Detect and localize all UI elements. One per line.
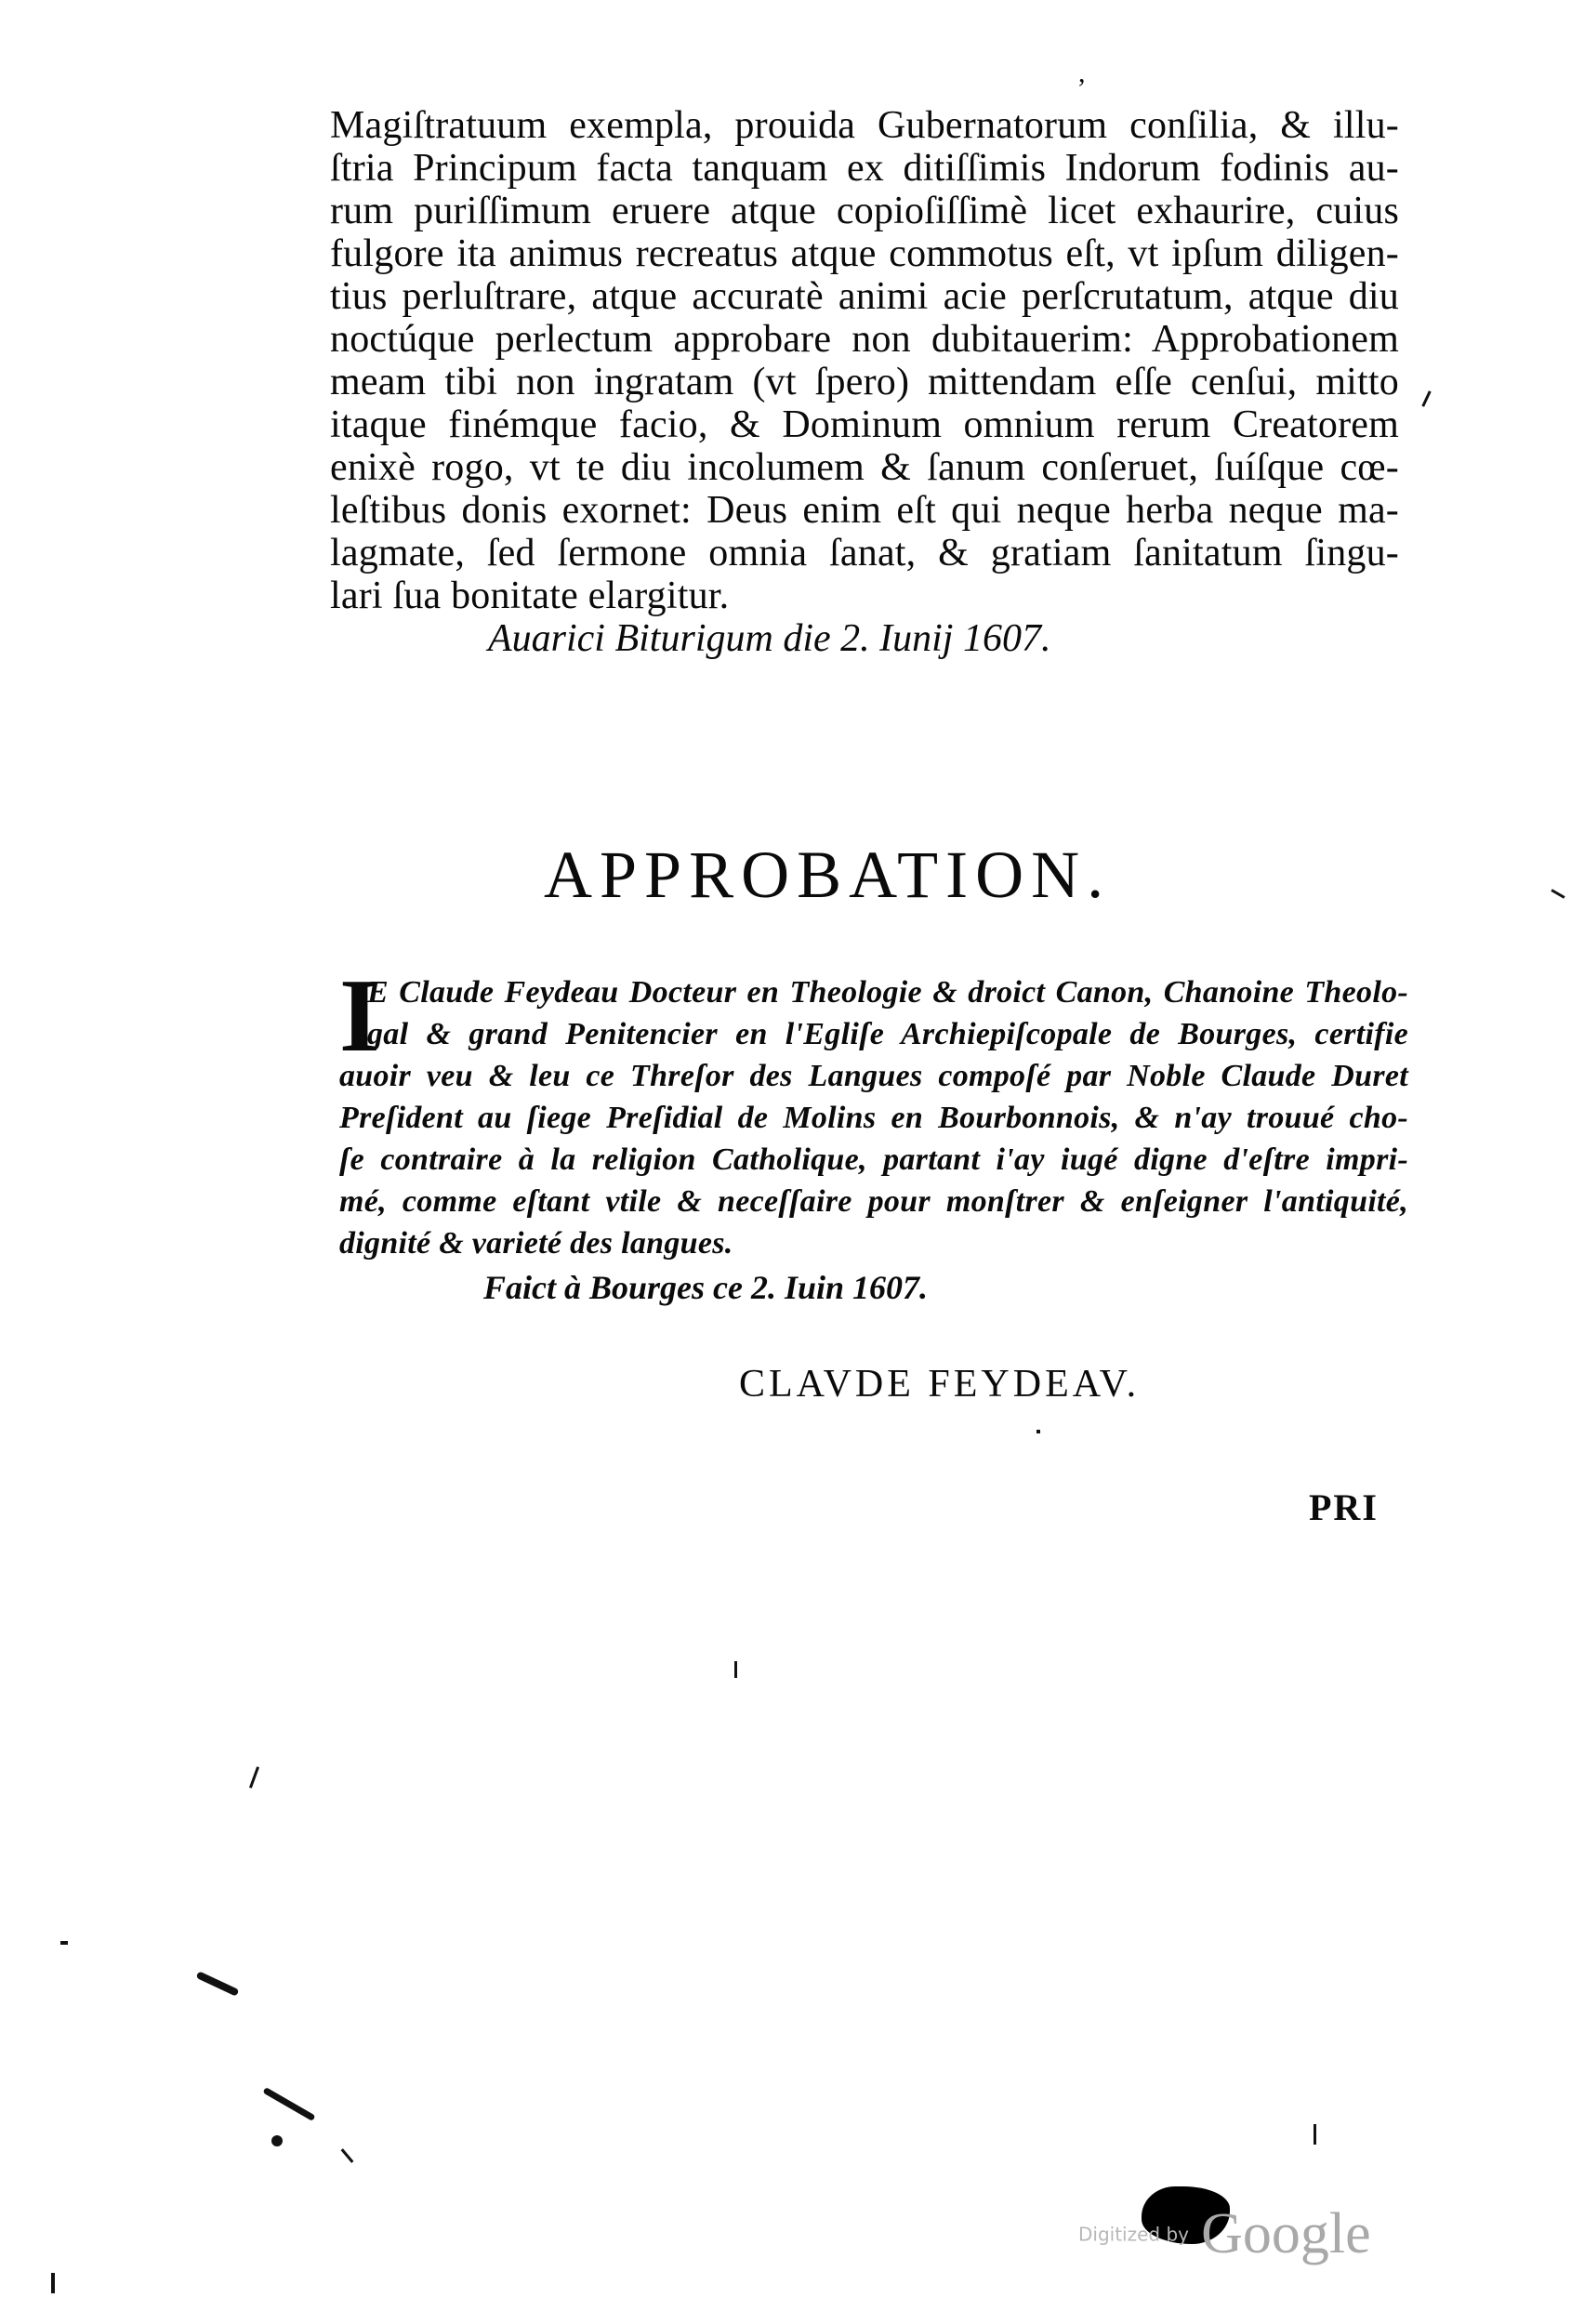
french-approbation-text [339, 958, 1408, 1311]
scan-speck [262, 2087, 315, 2121]
scan-speck [1551, 889, 1564, 899]
text-line: noctúque perlectum approbare non dubitauerim: Approbationem [330, 318, 1399, 361]
scan-speck [341, 2148, 354, 2163]
google-logo: Google [1201, 2202, 1371, 2265]
signature: CLAVDE FEYDEAV. [739, 1363, 1141, 1406]
text-line: Magiſtratuum exempla, prouida Gubernatorum conſilia, & illu- [330, 104, 1399, 147]
scan-speck [271, 2135, 283, 2146]
text-line: Preſident au ſiege Preſidial de Molins en Bourbonnois, & n'ay trouué cho- [339, 1101, 1408, 1135]
scan-speck [1036, 1430, 1040, 1433]
latin-dateline: Auarici Biturigum die 2. Iunij 1607. [488, 617, 1051, 660]
text-line: tius perluſtrare, atque accuratè animi acie perſcrutatum, atque diu [330, 275, 1399, 318]
french-dateline: Faict à Bourges ce 2. Iuin 1607. [483, 1269, 929, 1306]
text-line: E Claude Feydeau Docteur en Theologie & droict Canon, Chanoine Theolo- [367, 975, 1408, 1010]
text-line: auoir veu & leu ce Threſor des Langues compoſé par Noble Claude Duret [339, 1059, 1408, 1093]
text-line: enixè rogo, vt te diu incolumem & ſanum conſeruet, ſuíſque cœ- [330, 446, 1399, 489]
text-line: rum puriſſimum eruere atque copioſiſſimè licet exhaurire, cuius [330, 190, 1399, 232]
text-line: dignité & varieté des langues. [339, 1226, 733, 1261]
scan-speck [1421, 390, 1431, 407]
scan-speck [249, 1766, 259, 1789]
text-line: lari ſua bonitate elargitur. [330, 574, 730, 617]
scan-speck [60, 1941, 68, 1945]
ink-mark: , [1078, 58, 1086, 88]
scan-speck [734, 1661, 737, 1678]
text-line: itaque finémque facio, & Dominum omnium rerum Creatorem [330, 403, 1399, 446]
text-line: fulgore ita animus recreatus atque commotus eſt, vt ipſum diligen- [330, 232, 1399, 275]
scan-speck [51, 2273, 55, 2293]
digitization-watermark [1078, 2201, 1371, 2267]
text-line: lagmate, ſed ſermone omnia ſanat, & gratiam ſanitatum ſingu- [330, 532, 1399, 574]
text-line: ſe contraire à la religion Catholique, partant i'ay iugé digne d'eſtre impri- [339, 1142, 1408, 1177]
text-line: leſtibus donis exornet: Deus enim eſt qui neque herba neque ma- [330, 489, 1399, 532]
text-line: mé, comme eſtant vtile & neceſſaire pour monſtrer & enſeigner l'antiquité, [339, 1184, 1408, 1219]
watermark-prefix: Digitized by [1078, 2223, 1189, 2246]
scan-speck [196, 1971, 240, 1997]
latin-approbation-text [330, 104, 1399, 660]
drop-capital: I [339, 958, 380, 1074]
catchword: PRI [1309, 1486, 1379, 1528]
scan-speck [1314, 2124, 1316, 2145]
text-line: meam tibi non ingratam (vt ſpero) mittendam eſſe cenſui, mitto [330, 361, 1399, 403]
text-line: gal & grand Penitencier en l'Egliſe Archiepiſcopale de Bourges, certifie [367, 1017, 1408, 1051]
text-line: ſtria Principum facta tanquam ex ditiſſimis Indorum fodinis au- [330, 147, 1399, 190]
approbation-heading: APPROBATION. [544, 838, 1112, 912]
